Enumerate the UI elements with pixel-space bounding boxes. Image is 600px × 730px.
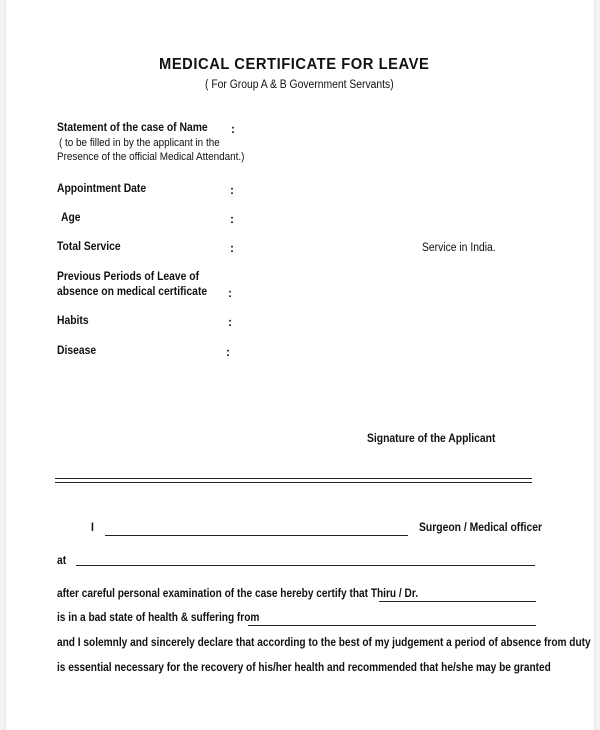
cert-line4: is essential necessary for the recovery of his/her health and recommended that he/she may be granted bbox=[57, 662, 551, 674]
disease-label: Disease bbox=[57, 345, 97, 357]
place-blank[interactable] bbox=[76, 565, 535, 566]
appointment-date-label: Appointment Date bbox=[57, 183, 147, 195]
cert-line3: and I solemnly and sincerely declare that according to the best of my judgement a period of absence from duty bbox=[57, 637, 591, 649]
doctor-name-blank[interactable] bbox=[105, 535, 408, 536]
age-colon: : bbox=[230, 212, 234, 226]
illness-blank[interactable] bbox=[248, 625, 536, 626]
statement-label: Statement of the case of Name bbox=[57, 122, 208, 134]
previous-leave-label-line2: absence on medical certificate bbox=[57, 286, 208, 298]
previous-leave-label-line1: Previous Periods of Leave of bbox=[57, 271, 200, 283]
cert-line1: after careful personal examination of the case hereby certify that Thiru / Dr. bbox=[57, 588, 419, 600]
appointment-date-colon: : bbox=[230, 183, 234, 197]
separator-line-bottom bbox=[55, 482, 532, 483]
patient-name-blank[interactable] bbox=[379, 601, 536, 602]
previous-leave-colon: : bbox=[228, 286, 232, 300]
separator-line-top bbox=[55, 478, 532, 479]
applicant-signature-label: Signature of the Applicant bbox=[367, 433, 496, 445]
statement-note-line1: ( to be filled in by the applicant in the bbox=[59, 137, 220, 149]
statement-colon: : bbox=[231, 122, 235, 136]
cert-i-label: I bbox=[91, 522, 94, 534]
cert-at-label: at bbox=[57, 555, 67, 567]
cert-line2: is in a bad state of health & suffering from bbox=[57, 612, 260, 624]
document-page bbox=[6, 0, 594, 730]
age-label: Age bbox=[61, 212, 81, 224]
service-in-india-text: Service in India. bbox=[422, 242, 496, 254]
statement-note-line2: Presence of the official Medical Attendant.) bbox=[57, 151, 245, 163]
total-service-label: Total Service bbox=[57, 241, 121, 253]
habits-colon: : bbox=[228, 315, 232, 329]
total-service-colon: : bbox=[230, 241, 234, 255]
disease-colon: : bbox=[226, 345, 230, 359]
habits-label: Habits bbox=[57, 315, 89, 327]
document-subtitle: ( For Group A & B Government Servants) bbox=[205, 79, 394, 91]
surgeon-officer-label: Surgeon / Medical officer bbox=[419, 522, 543, 534]
document-title: MEDICAL CERTIFICATE FOR LEAVE bbox=[159, 56, 430, 73]
